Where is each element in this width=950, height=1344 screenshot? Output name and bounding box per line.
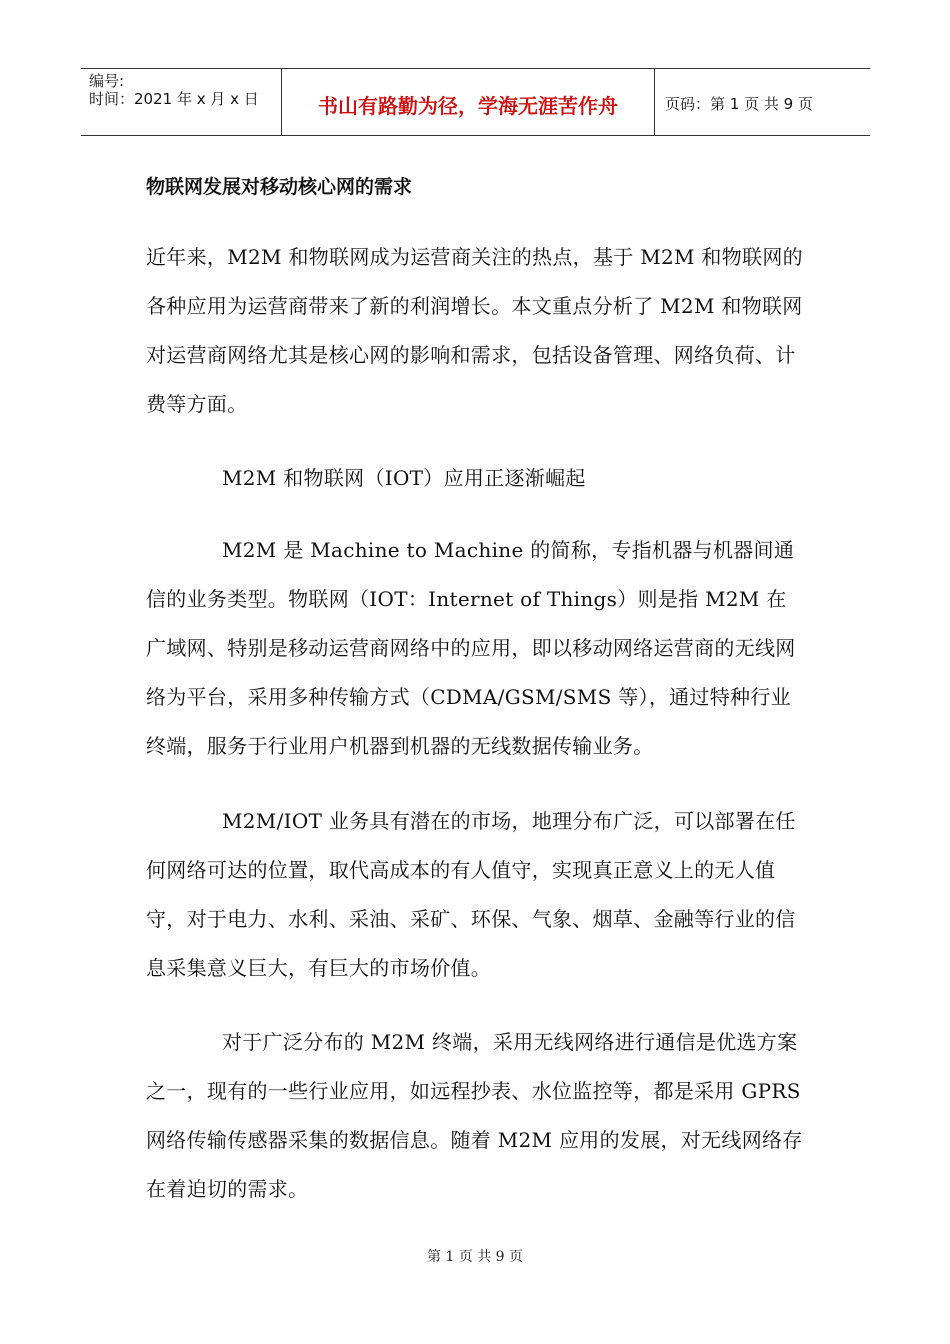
section-heading: M2M 和物联网（IOT）应用正逐渐崛起: [222, 466, 586, 490]
header-meta: [81, 69, 282, 135]
document-number-label: 编号:: [89, 72, 125, 90]
document-header: [81, 68, 870, 136]
header-motto: 书山有路勤为径，学海无涯苦作舟: [282, 69, 655, 135]
paragraph-m2m-definition: M2M 是 Machine to Machine 的简称，专指机器与机器间通信的业务类型。物联网（IOT：Internet of Things）则是指 M2M 在广域网、特别是移动运营商网络中的应用，即以移动网络运营商的无线网络为平台，采用多种传输方式（CDMA/GSM/SMS 等），通过特种行业终端，服务于行业用户机器到机器的无线数据传输业务。: [146, 538, 796, 758]
paragraph-market: M2M/IOT 业务具有潜在的市场，地理分布广泛，可以部署在任何网络可达的位置，取代高成本的有人值守，实现真正意义上的无人值守，对于电力、水利、采油、采矿、环保、气象、烟草、金融等行业的信息采集意义巨大，有巨大的市场价值。: [146, 809, 796, 980]
document-title: 物联网发展对移动核心网的需求: [146, 176, 413, 198]
document-time-label: 时间：2021 年 x 月 x 日: [89, 90, 259, 108]
header-page-info: 页码：第 1 页 共 9 页: [665, 94, 813, 113]
paragraph-intro: 近年来，M2M 和物联网成为运营商关注的热点，基于 M2M 和物联网的各种应用为运营商带来了新的利润增长。本文重点分析了 M2M 和物联网对运营商网络尤其是核心网的影响和需求，包括设备管理、网络负荷、计费等方面。: [146, 245, 803, 416]
page-footer: 第 1 页 共 9 页: [426, 1249, 524, 1265]
paragraph-wireless-need: 对于广泛分布的 M2M 终端，采用无线网络进行通信是优选方案之一，现有的一些行业应用，如远程抄表、水位监控等，都是采用 GPRS 网络传输传感器采集的数据信息。随着 M2M 应用的发展，对无线网络存在着迫切的需求。: [146, 1030, 803, 1201]
